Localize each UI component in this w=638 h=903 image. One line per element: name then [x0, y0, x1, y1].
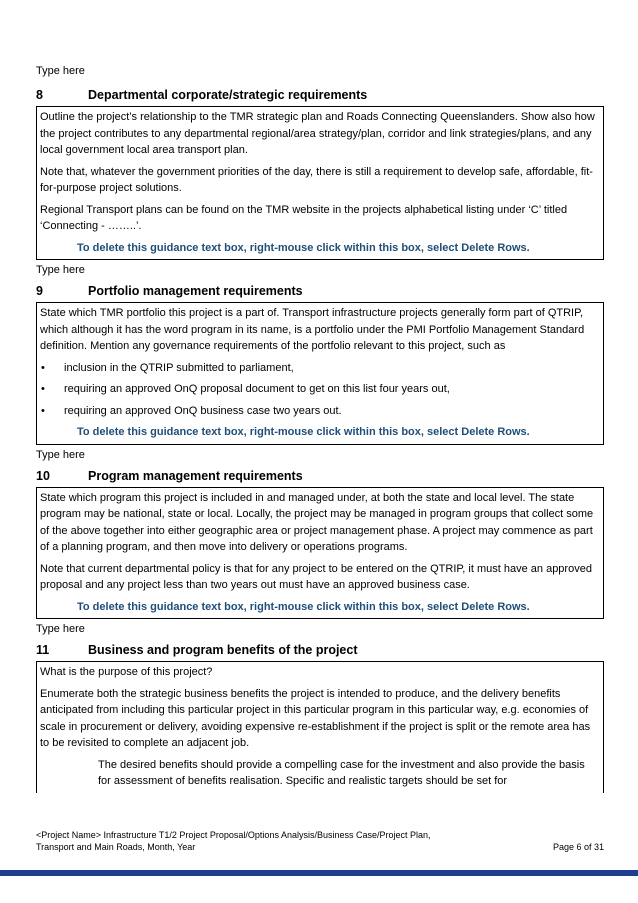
- guidance-box-section-8[interactable]: [36, 106, 604, 260]
- footer-document-title: <Project Name> Infrastructure T1/2 Project Proposal/Options Analysis/Business Case/Project Plan,: [36, 830, 431, 840]
- section-8-heading: [36, 87, 604, 103]
- bullet-item: [40, 360, 600, 377]
- section-number: 8: [36, 88, 43, 102]
- footer-bar: [0, 870, 638, 876]
- type-here-placeholder[interactable]: Type here: [36, 448, 85, 461]
- guidance-paragraph: State which TMR portfolio this project is a part of. Transport infrastructure projects generally form part of QTRIP, which although it has the word program in its name, is a portfolio under the PMI Portfolio Management Standard definition. Mention any governance requirements of the portfolio relevant to this project, such as: [40, 307, 585, 352]
- section-number: 9: [36, 284, 43, 298]
- bullet-text: requiring an approved OnQ proposal document to get on this list four years out,: [64, 383, 450, 395]
- section-10-heading: [36, 468, 604, 484]
- section-number: 10: [36, 468, 50, 483]
- section-11-heading: [36, 642, 604, 658]
- section-title: Program management requirements: [88, 468, 303, 483]
- guidance-box-section-10[interactable]: [36, 487, 604, 620]
- bullet-item: [40, 403, 600, 420]
- section-9-heading: [36, 283, 604, 299]
- bullet-icon: •: [41, 404, 45, 417]
- bullet-icon: •: [41, 361, 45, 374]
- guidance-paragraph: Enumerate both the strategic business benefits the project is intended to produce, and the delivery benefits anticipated from including this particular project in this particular program in this particular way, e.g. economies of scale in procurement or delivery, avoiding expensive re-establishment if the project is split or the remote area has to be revisited to complete an adjacent job.: [40, 687, 591, 749]
- type-here-placeholder[interactable]: Type here: [36, 264, 85, 276]
- bullet-text: inclusion in the QTRIP submitted to parliament,: [64, 361, 294, 374]
- section-number: 11: [36, 643, 50, 657]
- page-number: Page 6 of 31: [552, 842, 604, 852]
- guidance-paragraph: Note that current departmental policy is that for any project to be entered on the QTRIP, it must have an approved proposal and any project less than two years out must have an approved business case.: [40, 562, 592, 591]
- section-title: Departmental corporate/strategic requirements: [88, 88, 368, 102]
- bullet-icon: •: [41, 383, 45, 395]
- guidance-paragraph: Outline the project’s relationship to the TMR strategic plan and Roads Connecting Queenslanders. Show also how the project contributes to any departmental regional/area strategy/plan, corridor and link strategies/plans, and any local government local area transport plan.: [40, 111, 595, 156]
- type-here-placeholder[interactable]: Type here: [36, 65, 85, 77]
- bullet-text: requiring an approved OnQ business case two years out.: [64, 404, 342, 417]
- guidance-box-section-11[interactable]: [36, 661, 604, 793]
- section-title: Business and program benefits of the project: [88, 643, 358, 657]
- section-title: Portfolio management requirements: [88, 284, 303, 298]
- footer-organisation: Transport and Main Roads, Month, Year: [36, 842, 196, 852]
- guidance-paragraph: Regional Transport plans can be found on the TMR website in the projects alphabetical listing under ‘C’ titled ‘Connecting - ……..’.: [40, 203, 568, 232]
- delete-guidance-instruction: To delete this guidance text box, right-mouse click within this box, select Delete Rows.: [77, 600, 530, 613]
- type-here-placeholder[interactable]: Type here: [36, 623, 85, 635]
- guidance-paragraph: What is the purpose of this project?: [40, 666, 213, 678]
- delete-guidance-instruction: To delete this guidance text box, right-mouse click within this box, select Delete Rows.: [77, 426, 530, 438]
- bullet-item: [40, 381, 600, 398]
- page-footer: [36, 829, 604, 853]
- guidance-box-section-9[interactable]: [36, 302, 604, 445]
- guidance-paragraph: Note that, whatever the government priorities of the day, there is still a requirement to develop safe, affordable, fit-for-purpose project solutions.: [40, 165, 593, 194]
- guidance-paragraph: State which program this project is included in and managed under, at both the state and local level. The state program may be national, state or local. Locally, the project may be managed in program groups that collect some of the above together into either geographic area or project management phase. A project may commence as part of a planning program, and then move into delivery or operations programs.: [40, 491, 594, 553]
- document-page: [36, 0, 604, 793]
- guidance-paragraph-indented: The desired benefits should provide a compelling case for the investment and also provide the basis for assessment of benefits realisation. Specific and realistic targets should be set for: [98, 758, 585, 787]
- delete-guidance-instruction: To delete this guidance text box, right-mouse click within this box, select Delete Rows.: [77, 241, 530, 254]
